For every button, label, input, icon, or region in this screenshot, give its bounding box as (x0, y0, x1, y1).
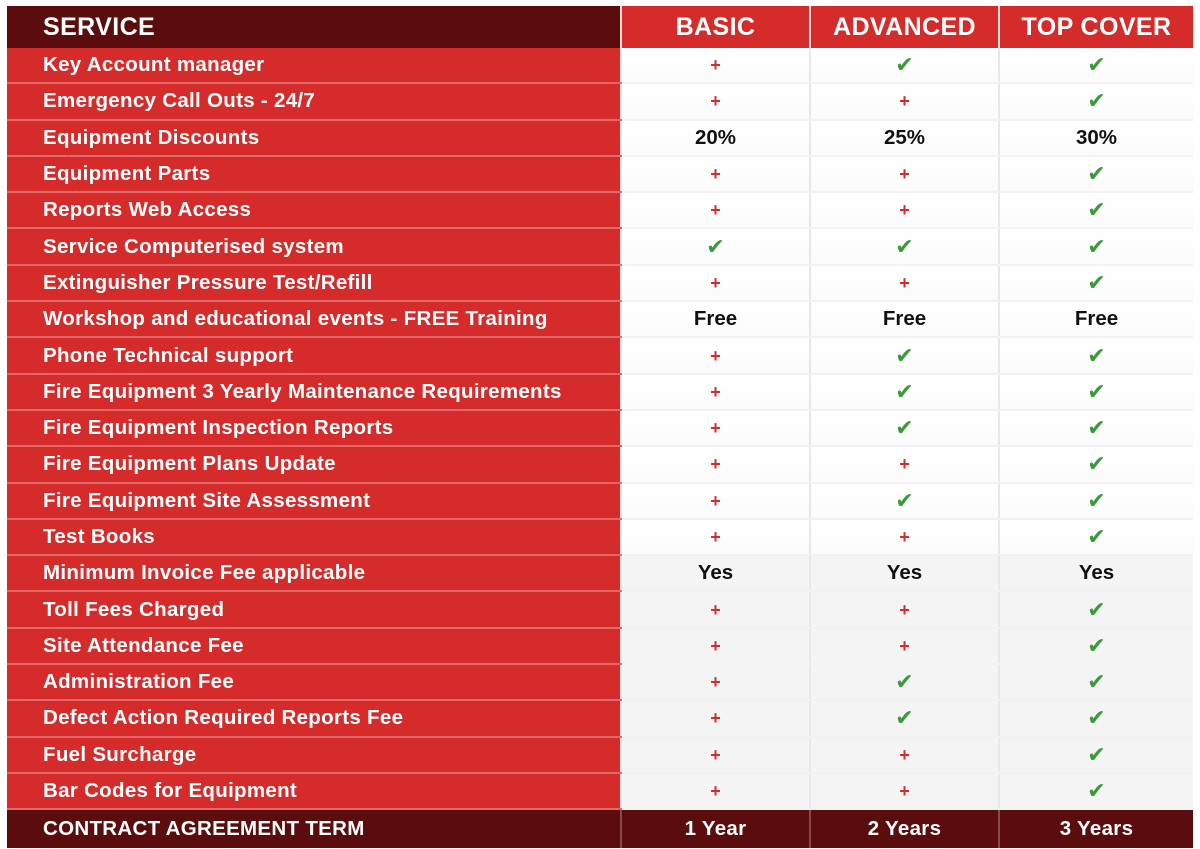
cell-basic (621, 228, 810, 264)
cell-advanced-text: 25% (810, 120, 999, 156)
service-name: Extinguisher Pressure Test/Refill (7, 265, 621, 301)
plus-icon: + (899, 599, 910, 620)
plus-icon: + (899, 200, 910, 221)
check-icon: ✔ (1087, 524, 1106, 549)
contract-term-label: CONTRACT AGREEMENT TERM (7, 809, 621, 848)
table-row (7, 83, 1193, 119)
cell-top-cover (999, 519, 1193, 555)
check-icon: ✔ (1087, 741, 1106, 767)
cell-top-cover (999, 446, 1193, 482)
check-icon: ✔ (895, 342, 914, 368)
plus-icon: + (710, 345, 721, 366)
service-name: Reports Web Access (7, 192, 621, 228)
plan-header-advanced: ADVANCED (810, 6, 999, 48)
plus-icon: + (710, 708, 721, 729)
cell-basic (621, 337, 810, 373)
cell-advanced-text: Free (810, 301, 999, 337)
table-row (7, 664, 1193, 700)
cell-advanced (810, 83, 999, 119)
plus-icon: + (899, 272, 910, 293)
plan-header-top-cover: TOP COVER (999, 6, 1193, 48)
table-row (7, 773, 1193, 809)
cell-top-cover-text: 30% (999, 120, 1193, 156)
service-name: Workshop and educational events - FREE Training (7, 301, 621, 337)
check-icon: ✔ (1087, 778, 1106, 804)
cell-top-cover (999, 410, 1193, 446)
plus-icon: + (899, 454, 910, 475)
cell-top-cover (999, 48, 1193, 83)
cell-top-cover (999, 628, 1193, 664)
table-row (7, 228, 1193, 264)
service-name: Phone Technical support (7, 337, 621, 373)
cell-top-cover (999, 700, 1193, 736)
header-row (7, 6, 1193, 48)
service-name: Equipment Parts (7, 156, 621, 192)
check-icon: ✔ (895, 487, 914, 513)
table-row (7, 410, 1193, 446)
cell-top-cover (999, 773, 1193, 809)
cell-basic-text: Free (621, 301, 810, 337)
service-name: Test Books (7, 519, 621, 555)
check-icon: ✔ (1087, 705, 1106, 731)
cell-top-cover (999, 737, 1193, 773)
cell-basic (621, 664, 810, 700)
service-rows (7, 48, 1193, 809)
table-row (7, 555, 1193, 591)
cell-top-cover (999, 483, 1193, 519)
check-icon: ✔ (895, 669, 914, 695)
plus-icon: + (710, 672, 721, 693)
cell-basic (621, 446, 810, 482)
cell-basic (621, 192, 810, 228)
contract-term-advanced: 2 Years (810, 809, 999, 848)
check-icon: ✔ (895, 415, 914, 441)
service-name: Toll Fees Charged (7, 591, 621, 627)
table-row (7, 628, 1193, 664)
cell-top-cover (999, 337, 1193, 373)
plus-icon: + (710, 490, 721, 511)
service-comparison-table (7, 6, 1193, 848)
cell-top-cover (999, 265, 1193, 301)
cell-advanced-text: Yes (810, 555, 999, 591)
service-name: Fire Equipment Plans Update (7, 446, 621, 482)
table-row (7, 519, 1193, 555)
cell-basic-text: 20% (621, 120, 810, 156)
cell-advanced (810, 591, 999, 627)
table-row (7, 156, 1193, 192)
check-icon: ✔ (1087, 415, 1106, 441)
plus-icon: + (899, 635, 910, 656)
plus-icon: + (710, 200, 721, 221)
table-row (7, 120, 1193, 156)
contract-term-row (7, 809, 1193, 848)
plus-icon: + (899, 164, 910, 185)
service-name: Fuel Surcharge (7, 737, 621, 773)
cell-advanced (810, 700, 999, 736)
cell-top-cover (999, 228, 1193, 264)
cell-advanced (810, 265, 999, 301)
plus-icon: + (899, 527, 910, 547)
plus-icon: + (710, 91, 721, 112)
service-name: Site Attendance Fee (7, 628, 621, 664)
cell-top-cover (999, 156, 1193, 192)
check-icon: ✔ (1087, 233, 1106, 259)
plus-icon: + (710, 55, 721, 76)
service-name: Service Computerised system (7, 228, 621, 264)
contract-term-top-cover: 3 Years (999, 809, 1193, 848)
service-column-header: SERVICE (7, 6, 621, 48)
cell-advanced (810, 374, 999, 410)
table-row (7, 737, 1193, 773)
check-icon: ✔ (1087, 197, 1106, 223)
plus-icon: + (710, 454, 721, 475)
cell-basic (621, 700, 810, 736)
cell-advanced (810, 664, 999, 700)
service-name: Fire Equipment Inspection Reports (7, 410, 621, 446)
plus-icon: + (899, 91, 910, 112)
table-row (7, 301, 1193, 337)
table-row (7, 591, 1193, 627)
plus-icon: + (710, 164, 721, 185)
check-icon: ✔ (1087, 487, 1106, 513)
cell-advanced (810, 228, 999, 264)
cell-top-cover-text: Yes (999, 555, 1193, 591)
cell-advanced (810, 48, 999, 83)
check-icon: ✔ (895, 52, 914, 78)
check-icon: ✔ (1087, 342, 1106, 368)
cell-top-cover (999, 591, 1193, 627)
check-icon: ✔ (1087, 269, 1106, 295)
plus-icon: + (710, 418, 721, 439)
service-name: Fire Equipment Site Assessment (7, 483, 621, 519)
cell-basic (621, 483, 810, 519)
cell-advanced (810, 773, 999, 809)
check-icon: ✔ (1087, 669, 1106, 695)
check-icon: ✔ (1087, 632, 1106, 658)
table-row (7, 700, 1193, 736)
check-icon: ✔ (895, 233, 914, 259)
cell-basic (621, 48, 810, 83)
cell-basic (621, 628, 810, 664)
table-row (7, 48, 1193, 83)
table-row (7, 337, 1193, 373)
plus-icon: + (899, 781, 910, 802)
plus-icon: + (710, 635, 721, 656)
cell-advanced (810, 483, 999, 519)
cell-advanced (810, 519, 999, 555)
plus-icon: + (710, 781, 721, 802)
check-icon: ✔ (1087, 451, 1106, 477)
cell-basic (621, 83, 810, 119)
check-icon: ✔ (1087, 88, 1106, 114)
cell-basic (621, 519, 810, 555)
plus-icon: + (710, 599, 721, 620)
cell-top-cover (999, 664, 1193, 700)
check-icon: ✔ (1087, 378, 1106, 404)
cell-top-cover (999, 83, 1193, 119)
service-name: Fire Equipment 3 Yearly Maintenance Requirements (7, 374, 621, 410)
cell-basic (621, 265, 810, 301)
table-row (7, 265, 1193, 301)
cell-basic-text: Yes (621, 555, 810, 591)
cell-top-cover (999, 192, 1193, 228)
check-icon: ✔ (895, 705, 914, 731)
cell-basic (621, 156, 810, 192)
cell-advanced (810, 410, 999, 446)
cell-advanced (810, 446, 999, 482)
check-icon: ✔ (1087, 596, 1106, 622)
service-name: Minimum Invoice Fee applicable (7, 555, 621, 591)
service-name: Emergency Call Outs - 24/7 (7, 83, 621, 119)
service-name: Key Account manager (7, 48, 621, 83)
cell-basic (621, 737, 810, 773)
plus-icon: + (710, 527, 721, 547)
plus-icon: + (710, 381, 721, 402)
check-icon: ✔ (1087, 52, 1106, 78)
plan-header-basic: BASIC (621, 6, 810, 48)
service-name: Administration Fee (7, 664, 621, 700)
cell-advanced (810, 192, 999, 228)
cell-basic (621, 374, 810, 410)
contract-term-basic: 1 Year (621, 809, 810, 848)
check-icon: ✔ (895, 378, 914, 404)
cell-basic (621, 773, 810, 809)
cell-advanced (810, 628, 999, 664)
cell-advanced (810, 156, 999, 192)
cell-advanced (810, 337, 999, 373)
plus-icon: + (710, 744, 721, 765)
service-name: Equipment Discounts (7, 120, 621, 156)
cell-advanced (810, 737, 999, 773)
table-row (7, 483, 1193, 519)
plus-icon: + (710, 272, 721, 293)
check-icon: ✔ (1087, 161, 1106, 187)
service-comparison (7, 6, 1193, 846)
cell-top-cover-text: Free (999, 301, 1193, 337)
table-row (7, 192, 1193, 228)
table-row (7, 446, 1193, 482)
plus-icon: + (899, 744, 910, 765)
cell-basic (621, 591, 810, 627)
cell-basic (621, 410, 810, 446)
check-icon: ✔ (706, 233, 725, 259)
table-row (7, 374, 1193, 410)
service-name: Bar Codes for Equipment (7, 773, 621, 809)
service-name: Defect Action Required Reports Fee (7, 700, 621, 736)
cell-top-cover (999, 374, 1193, 410)
